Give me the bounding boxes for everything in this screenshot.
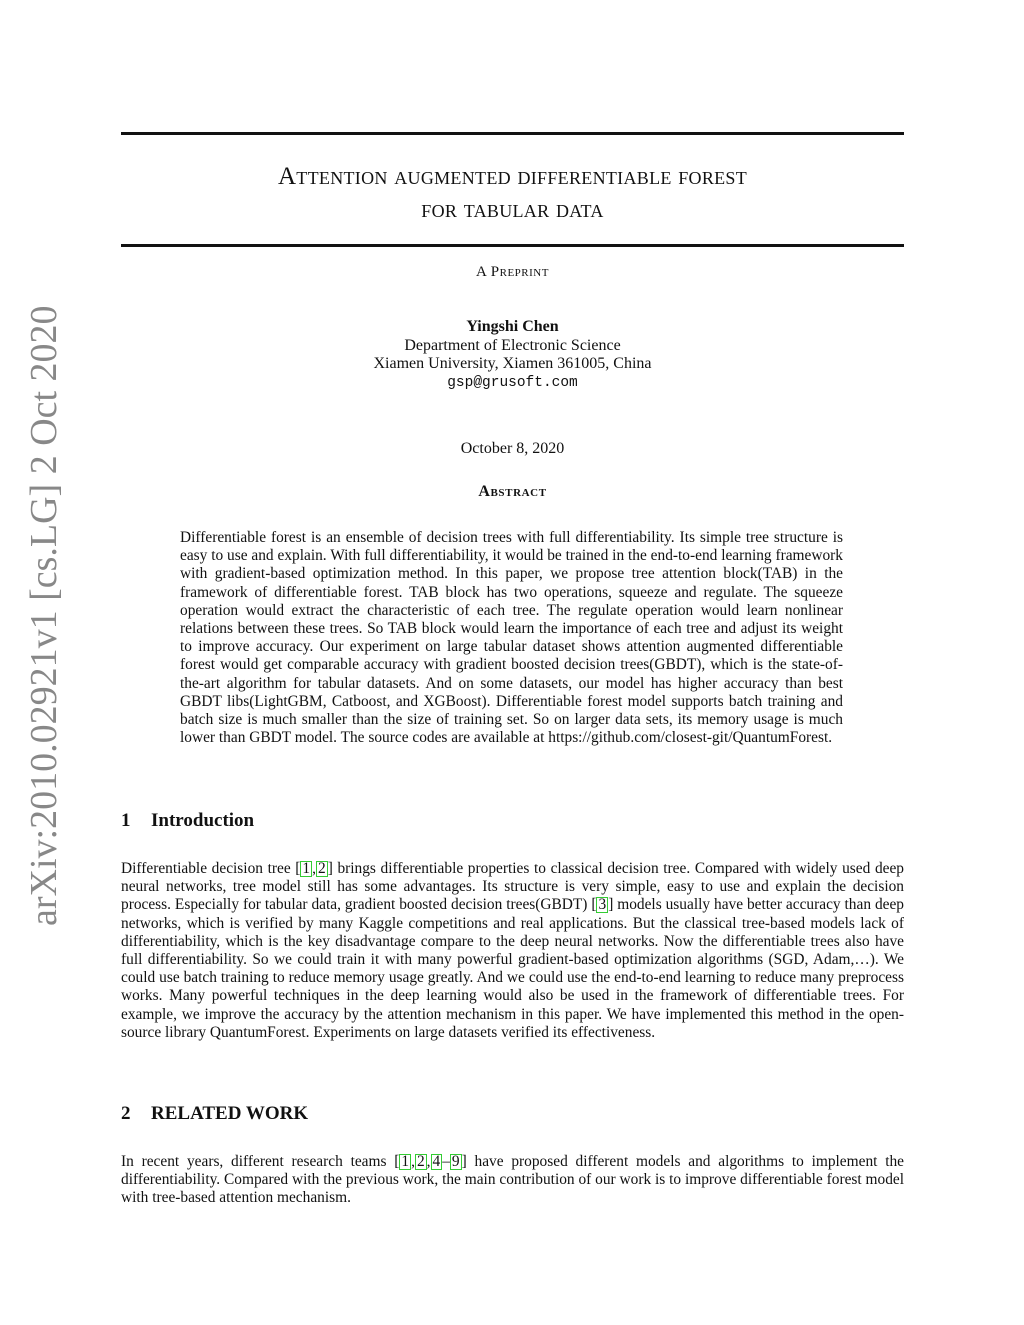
citation-link[interactable]: 2 [416,1153,425,1170]
section-heading-related-work [121,1103,904,1125]
section-number: 1 [121,810,131,831]
section-title: RELATED WORK [151,1103,309,1124]
title-rule-top [121,132,904,135]
section-number: 2 [121,1103,131,1124]
citation-range-dash: – [442,1153,450,1170]
arxiv-identifier-stamp: arXiv:2010.02921v1 [cs.LG] 2 Oct 2020 [23,305,65,926]
abstract-body: Differentiable forest is an ensemble of decision trees with full differentiability. Its simple tree structure is easy to use and explain. With full differentiability, it would be trained in the end-to-end learning framework with gradient-based optimization method. In this paper, we propose tree attention block(TAB) in the framework of differentiable forest. TAB block has two operations, squeeze and regulate. The squeeze operation would extract the characteristic of each tree. The regulate operation would learn nonlinear relations between these trees. So TAB block would learn the importance of each tree and adjust its weight to improve accuracy. Our experiment on large tabular dataset shows attention augmented differentiable forest would get comparable accuracy with gradient boosted decision trees(GBDT), which is the state-of-the-art algorithm for tabular datasets. And on some datasets, our model has higher accuracy than best GBDT libs(LightGBM, Catboost, and XGBoost). Differentiable forest model supports batch training and batch size is much smaller than the size of training set. So on larger data sets, its memory usage is much lower than GBDT model. The source codes are available at https://github.com/closest-git/QuantumForest. [180,529,843,747]
section-heading-introduction [121,810,904,832]
paragraph-text: ] brings differentiable properties to classical decision tree. Compared with widely used deep neural networks, tree model still has some advantages. Its structure is very simple, easy to use and explain the decision process. Especially for tabular data, gradient boosted decision trees(GBDT) [ [121,860,904,914]
citation-link[interactable]: 4 [432,1153,441,1170]
paper-title-line-1: Attention augmented differentiable forest [277,163,748,190]
introduction-paragraph [121,860,904,1042]
paper-title [121,160,904,226]
paragraph-text: ] have proposed different models and algorithms to implement the differentiability. Compared with the previous work, the main contribution of our work is to improve differentiable forest model with tree-based attention mechanism. [121,1153,904,1207]
citation-separator: , [426,1153,431,1170]
paragraph-text: ] models usually have better accuracy than deep networks, which is verified by many Kaggle competitions and real applications. But the classical tree-based models lack of differentiability, which is the key disadvantage compare to the deep neural networks. Now the differentiable trees also have full differentiability. So we could train it with many powerful gradient-based optimization algorithms (SGD, Adam,…). We could use batch training to reduce memory usage greatly. And we could use the end-to-end learning to reduce many preprocess works. Many powerful techniques in the deep learning would also be used in the framework of differentiable trees. For example, we improve the accuracy by the attention mechanism in this paper. We have implemented this method in the open-source library QuantumForest. Experiments on large datasets verified its effectiveness. [121,896,904,1041]
author-block [121,318,904,392]
section-title: Introduction [151,810,255,831]
citation-separator: , [411,1153,415,1170]
paragraph-text: Differentiable decision tree [ [121,860,301,877]
paper-date: October 8, 2020 [460,440,565,457]
citation-link[interactable]: 1 [401,1153,410,1170]
abstract-heading: Abstract [478,483,547,500]
author-affiliation: Xiamen University, Xiamen 361005, China [373,355,652,372]
paper-title-line-2: for tabular data [421,196,604,223]
author-email[interactable]: gsp@grusoft.com [447,374,578,391]
citation-link[interactable]: 9 [451,1153,460,1170]
citation-link[interactable]: 1 [302,860,311,877]
citation-separator: , [312,860,316,877]
author-department: Department of Electronic Science [404,336,621,354]
preprint-label: A Preprint [476,264,549,280]
author-name: Yingshi Chen [466,318,559,335]
paragraph-text: In recent years, different research teams [ [121,1153,400,1170]
citation-link[interactable]: 3 [598,896,607,914]
related-work-paragraph [121,1153,904,1208]
citation-link[interactable]: 2 [317,860,326,877]
title-rule-bottom [121,244,904,247]
